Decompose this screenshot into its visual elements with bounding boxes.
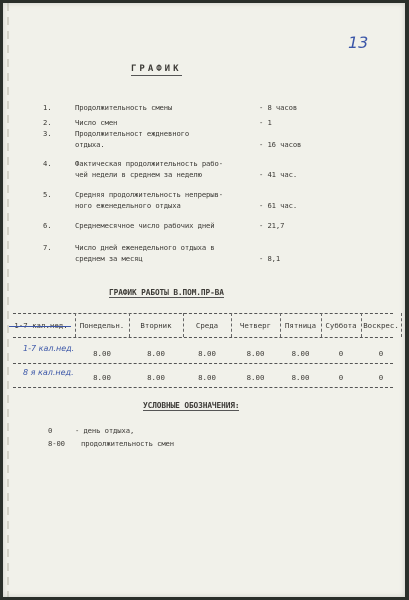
table-cell: 8.00 — [246, 349, 265, 358]
item-number: 6. — [43, 221, 52, 230]
schedule-title: ГРАФИК РАБОТЫ В.ПОМ.ПР-ВА — [109, 288, 224, 297]
legend-title: УСЛОВНЫЕ ОБОЗНАЧЕНИЯ: — [143, 401, 240, 410]
row-label-handwritten: 1-7 кал.нед. — [23, 344, 75, 353]
item-value: - 41 час. — [259, 170, 298, 179]
table-rule — [13, 387, 393, 388]
table-rule — [13, 363, 393, 364]
item-number: 2. — [43, 118, 52, 127]
item-number: 7. — [43, 243, 52, 252]
table-cell: 8.00 — [198, 349, 216, 358]
table-cell: 8.00 — [93, 349, 111, 358]
item-number: 3. — [43, 129, 52, 138]
item-text: Фактическая продолжительность рабо- — [75, 159, 223, 168]
item-text: Число дней еженедельного отдыха в — [75, 243, 215, 252]
day-header: Пятница — [284, 321, 317, 330]
item-text: Продолжительность смены — [75, 103, 173, 112]
legend-text-shift: продолжительность смен — [81, 439, 174, 448]
row-label-handwritten: 8 я кал.нед. — [23, 368, 74, 377]
page-number: 13 — [348, 33, 369, 52]
day-header: Среда — [195, 321, 219, 330]
table-rule — [13, 313, 393, 314]
item-text: ного еженедельного отдыха — [75, 201, 181, 210]
item-text: Среднемесячное число рабочих дней — [75, 221, 215, 230]
day-header: Четверг — [239, 321, 272, 330]
document-page — [3, 3, 405, 597]
table-rule — [13, 337, 393, 338]
item-text: Продолжительност еждневного — [75, 129, 190, 138]
item-number: 4. — [43, 159, 52, 168]
table-cell: 0 — [378, 373, 384, 382]
table-cell: 8.00 — [147, 373, 165, 382]
item-value: - 16 часов — [259, 140, 302, 149]
table-cell: 0 — [338, 349, 344, 358]
item-value: - 21,7 — [259, 221, 285, 230]
table-cell: 0 — [378, 349, 384, 358]
day-header: Вторник — [140, 321, 172, 330]
item-text: отдыха. — [75, 140, 105, 149]
day-header: Понедельн. — [79, 321, 125, 330]
item-value: - 61 час. — [259, 201, 298, 210]
day-header: Суббота — [325, 321, 357, 330]
table-cell: 8.00 — [291, 349, 310, 358]
legend-symbol-shift: 8-00 — [48, 439, 65, 448]
table-cell: 0 — [338, 373, 344, 382]
page-title: ГРАФИК — [131, 64, 182, 74]
legend-text-rest: - день отдыха, — [75, 426, 135, 435]
table-cell: 8.00 — [198, 373, 216, 382]
legend-symbol-rest: 0 — [48, 426, 53, 435]
day-header: Воскрес. — [363, 321, 399, 330]
table-column-rule — [401, 313, 402, 337]
item-value: - 8 часов — [259, 103, 298, 112]
table-cell: 8.00 — [291, 373, 310, 382]
item-value: - 8,1 — [259, 254, 281, 263]
item-number: 1. — [43, 103, 52, 112]
schedule-table — [3, 313, 405, 393]
item-text: чей недели в среднем за неделю — [75, 170, 202, 179]
item-text: среднем за месяц — [75, 254, 143, 263]
item-value: - 1 — [259, 118, 272, 127]
table-cell: 8.00 — [147, 349, 165, 358]
strikethrough-line — [9, 326, 71, 327]
table-cell: 8.00 — [246, 373, 265, 382]
item-text: Число смен — [75, 118, 118, 127]
item-number: 5. — [43, 190, 52, 199]
item-text: Средняя продолжительность непрерыв- — [75, 190, 223, 199]
table-cell: 8.00 — [93, 373, 111, 382]
binding-marks — [7, 3, 9, 597]
